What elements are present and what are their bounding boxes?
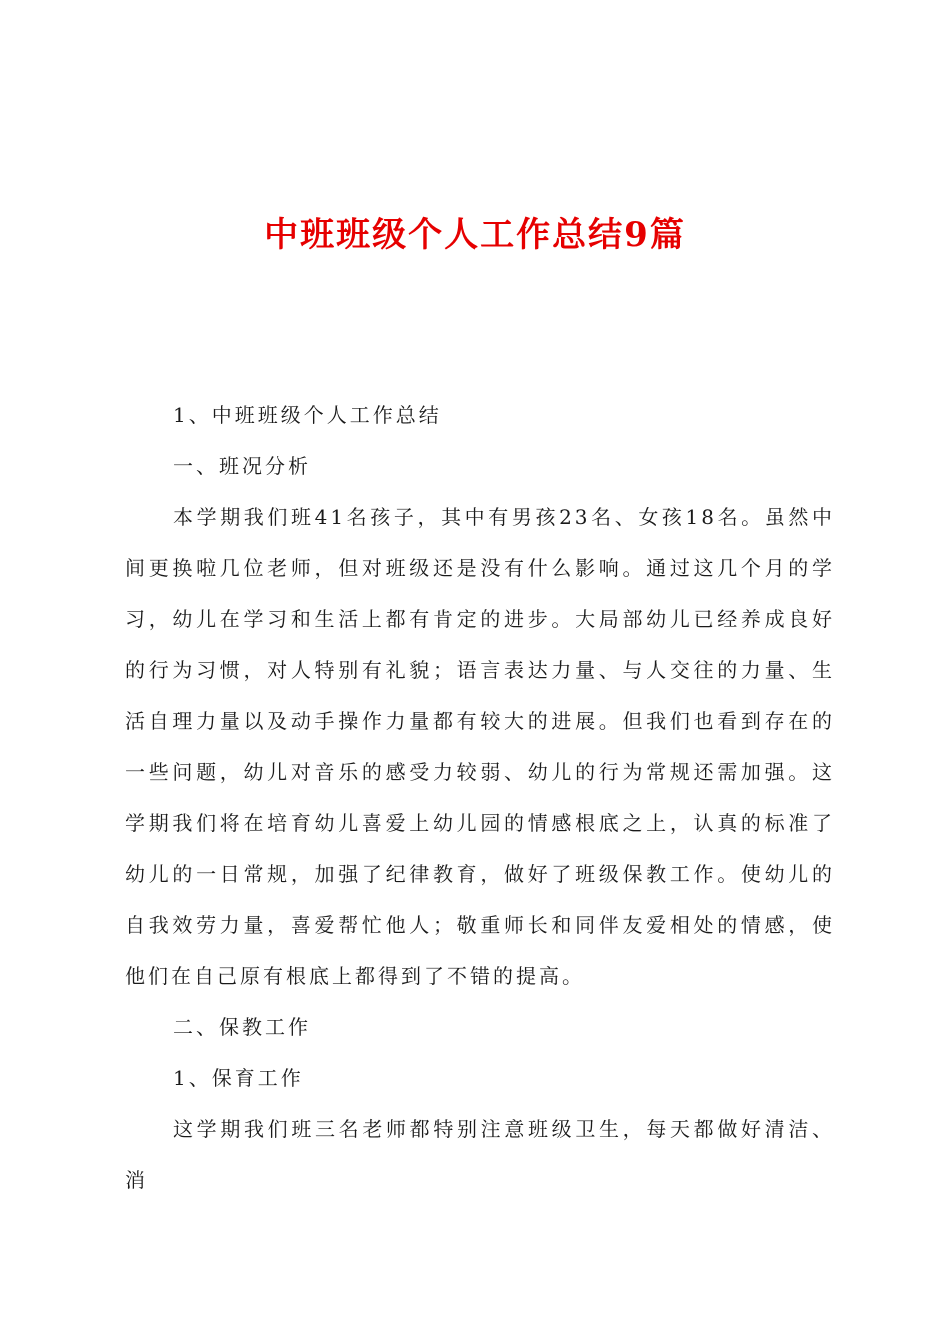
paragraph-class-analysis-body: 本学期我们班41名孩子，其中有男孩23名、女孩18名。虽然中间更换啦几位老师，但对班级还是没有什么影响。通过这几个月的学习，幼儿在学习和生活上都有肯定的进步。大局部幼儿已经养成良好的行为习惯，对人特别有礼貌；语言表达力量、与人交往的力量、生活自理力量以及动手操作力量都有较大的进展。但我们也看到存在的一些问题，幼儿对音乐的感受力较弱、幼儿的行为常规还需加强。这学期我们将在培育幼儿喜爱上幼儿园的情感根底之上，认真的标准了幼儿的一日常规，加强了纪律教育，做好了班级保教工作。使幼儿的自我效劳力量，喜爱帮忙他人；敬重师长和同伴友爱相处的情感，使他们在自己原有根底上都得到了不错的提高。 (125, 505, 835, 988)
paragraph-subheading-class-analysis: 一、班况分析 (173, 454, 311, 478)
paragraph-subheading-care-work: 1、保育工作 (173, 1066, 304, 1090)
document-title: 中班班级个人工作总结9篇 (264, 215, 686, 255)
paragraph-subheading-care-education: 二、保教工作 (173, 1015, 311, 1039)
paragraph-section-heading: 1、中班班级个人工作总结 (173, 403, 442, 427)
paragraph-care-work-body: 这学期我们班三名老师都特别注意班级卫生，每天都做好清洁、消 (125, 1117, 835, 1192)
document-body (125, 390, 835, 1206)
